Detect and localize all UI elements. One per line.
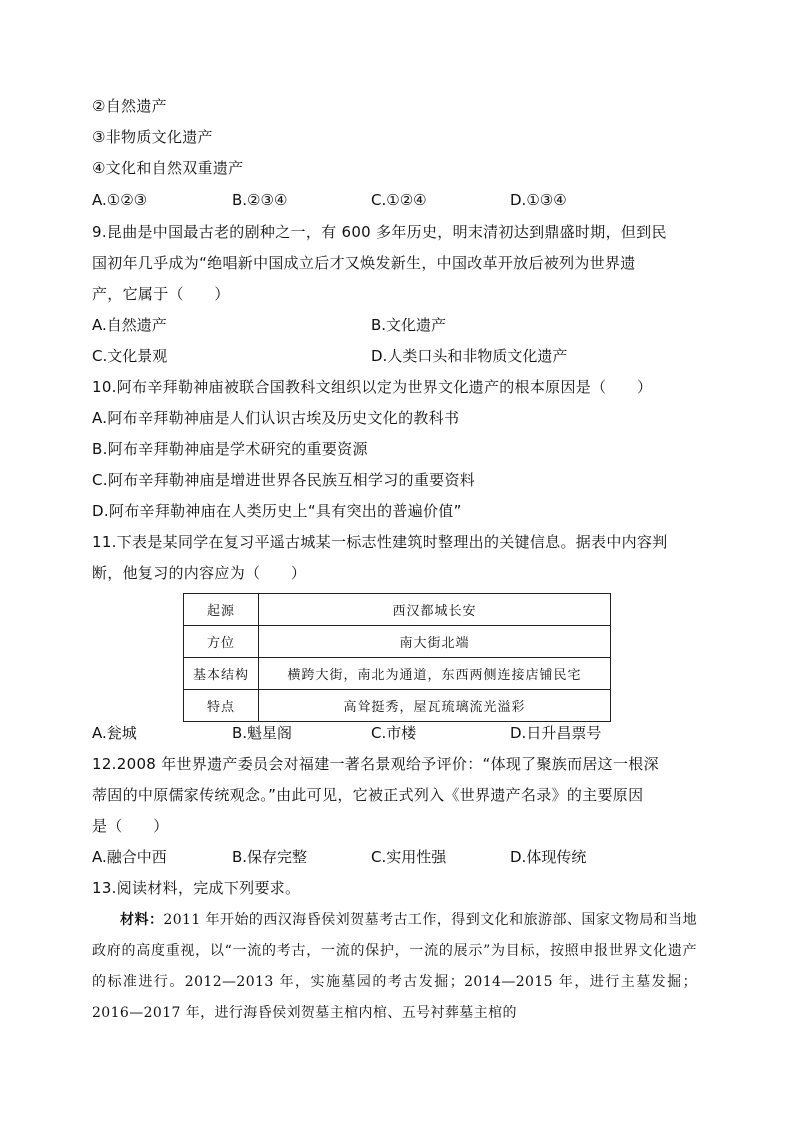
- q12-stem-line-3: 是（ ）: [92, 817, 169, 835]
- option-line-2: ②自然遗产: [92, 97, 167, 115]
- q11-option-c: C.市楼: [371, 724, 417, 742]
- q9-option-b: B.文化遗产: [371, 316, 447, 334]
- q11-stem-line-1: 11.下表是某同学在复习平遥古城某一标志性建筑时整理出的关键信息。据表中内容判: [92, 533, 668, 551]
- table-cell-value: 高耸挺秀，屋瓦琉璃流光溢彩: [259, 690, 611, 722]
- table-cell-key: 基本结构: [184, 658, 259, 690]
- q12-option-d: D.体现传统: [510, 848, 587, 866]
- q8-option-c: C.①②④: [371, 191, 427, 209]
- q12-stem-line-1: 12.2008 年世界遗产委员会对福建一著名景观给予评价：“体现了聚族而居这一根深: [92, 755, 659, 773]
- q10-stem: 10.阿布辛拜勒神庙被联合国教科文组织以定为世界文化遗产的根本原因是（ ）: [92, 378, 653, 396]
- option-line-4: ④文化和自然双重遗产: [92, 159, 244, 177]
- q12-option-a: A.融合中西: [92, 848, 167, 866]
- q8-option-b: B.②③④: [232, 191, 288, 209]
- q10-option-a: A.阿布辛拜勒神庙是人们认识古埃及历史文化的教科书: [92, 409, 460, 427]
- q8-option-a: A.①②③: [92, 191, 148, 209]
- table-cell-value: 南大街北端: [259, 626, 611, 658]
- info-table: [183, 593, 611, 722]
- table-cell-value: 横跨大街，南北为通道，东西两侧连接店铺民宅: [259, 658, 611, 690]
- table-cell-key: 特点: [184, 690, 259, 722]
- q10-option-c: C.阿布辛拜勒神庙是增进世界各民族互相学习的重要资料: [92, 471, 476, 489]
- q9-option-a: A.自然遗产: [92, 316, 167, 334]
- q9-stem-line-1: 9.昆曲是中国最古老的剧种之一，有 600 多年历史，明末清初达到鼎盛时期，但到民: [92, 223, 667, 241]
- table-row: [184, 690, 611, 722]
- material-text: 2011 年开始的西汉海昏侯刘贺墓考古工作，得到文化和旅游部、国家文物局和当地政府的高度重视，以“一流的考古，一流的保护，一流的展示”为目标，按照申报世界文化遗产的标准进行。2012—2013 年，实施墓园的考古发掘；2014—2015 年，进行主墓发掘；2016—2017 年，进行海昏侯刘贺墓主棺内棺、五号衬葬墓主棺的: [92, 912, 697, 1021]
- q9-option-d: D.人类口头和非物质文化遗产: [371, 347, 568, 365]
- q10-option-b: B.阿布辛拜勒神庙是学术研究的重要资源: [92, 440, 368, 458]
- q9-option-c: C.文化景观: [92, 347, 168, 365]
- table-cell-value: 西汉都城长安: [259, 594, 611, 626]
- q8-option-d: D.①③④: [510, 191, 567, 209]
- table-cell-key: 起源: [184, 594, 259, 626]
- table-row: [184, 626, 611, 658]
- q11-stem-line-2: 断，他复习的内容应为（ ）: [92, 564, 307, 582]
- q11-option-d: D.日升昌票号: [510, 724, 602, 742]
- table-row: [184, 594, 611, 626]
- q11-option-b: B.魁星阁: [232, 724, 293, 742]
- q10-option-d: D.阿布辛拜勒神庙在人类历史上“具有突出的普遍价值”: [92, 502, 462, 520]
- q13-stem: 13.阅读材料，完成下列要求。: [92, 879, 301, 897]
- q13-material: [92, 905, 697, 1029]
- q12-stem-line-2: 蒂固的中原儒家传统观念。”由此可见，它被正式列入《世界遗产名录》的主要原因: [92, 786, 644, 804]
- q12-option-c: C.实用性强: [371, 848, 447, 866]
- q12-option-b: B.保存完整: [232, 848, 308, 866]
- option-line-3: ③非物质文化遗产: [92, 128, 213, 146]
- table-cell-key: 方位: [184, 626, 259, 658]
- q9-stem-line-2: 国初年几乎成为“绝唱新中国成立后才又焕发新生，中国改革开放后被列为世界遗: [92, 254, 636, 272]
- q11-option-a: A.瓮城: [92, 724, 137, 742]
- q9-stem-line-3: 产，它属于（ ）: [92, 285, 230, 303]
- table-row: [184, 658, 611, 690]
- material-label: 材料：: [120, 912, 164, 928]
